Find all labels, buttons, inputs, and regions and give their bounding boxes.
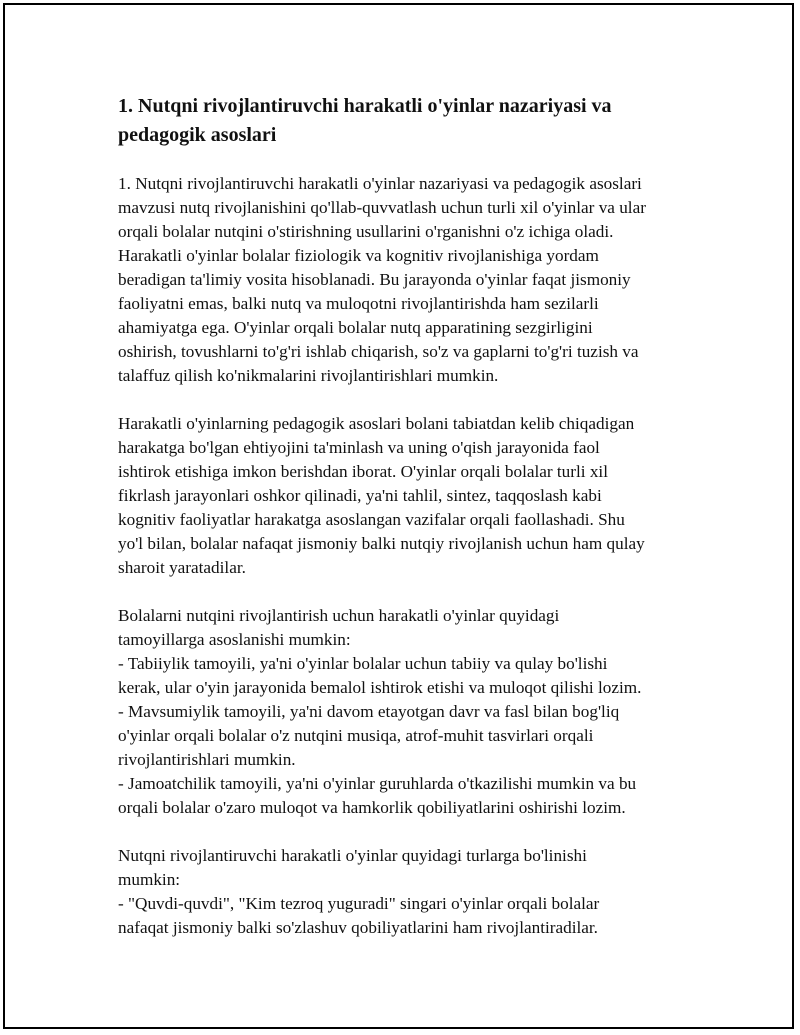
text-line: faoliyatni emas, balki nutq va muloqotni rivojlantirishda ham sezilarli bbox=[118, 294, 599, 313]
title-line: 1. Nutqni rivojlantiruvchi harakatli o'yinlar nazariyasi va bbox=[118, 95, 612, 117]
paragraph-principles bbox=[118, 604, 688, 820]
list-item-line: - "Quvdi-quvdi", "Kim tezroq yuguradi" singari o'yinlar orqali bolalar bbox=[118, 894, 600, 913]
text-line: beradigan ta'limiy vosita hisoblanadi. Bu jarayonda o'yinlar faqat jismoniy bbox=[118, 270, 631, 289]
text-line: kognitiv faoliyatlar harakatga asoslangan vazifalar orqali faollashadi. Shu bbox=[118, 510, 625, 529]
list-item-line: - Jamoatchilik tamoyili, ya'ni o'yinlar guruhlarda o'tkazilishi mumkin va bu bbox=[118, 774, 637, 793]
text-line: orqali bolalar nutqini o'stirishning usullarini o'rganishni o'z ichiga oladi. bbox=[118, 222, 614, 241]
text-line: fikrlash jarayonlari oshkor qilinadi, ya'ni tahlil, sintez, taqqoslash kabi bbox=[118, 486, 602, 505]
text-line: 1. Nutqni rivojlantiruvchi harakatli o'yinlar nazariyasi va pedagogik asoslari bbox=[118, 174, 642, 193]
text-line: kerak, ular o'yin jarayonida bemalol ishtirok etishi va muloqot qilishi lozim. bbox=[118, 678, 642, 697]
text-line: rivojlantirishlari mumkin. bbox=[118, 750, 296, 769]
text-line: mavzusi nutq rivojlanishini qo'llab-quvvatlash uchun turli xil o'yinlar va ular bbox=[118, 198, 646, 217]
text-line: Nutqni rivojlantiruvchi harakatli o'yinlar quyidagi turlarga bo'linishi bbox=[118, 846, 587, 865]
text-line: sharoit yaratadilar. bbox=[118, 558, 246, 577]
text-line: talaffuz qilish ko'nikmalarini rivojlantirishlari mumkin. bbox=[118, 366, 499, 385]
text-line: mumkin: bbox=[118, 870, 181, 889]
paragraph-game-types bbox=[118, 844, 688, 940]
text-line: Harakatli o'yinlar bolalar fiziologik va kognitiv rivojlanishiga yordam bbox=[118, 246, 599, 265]
text-line: o'yinlar orqali bolalar o'z nutqini musiqa, atrof-muhit tasvirlari orqali bbox=[118, 726, 594, 745]
list-item-line: - Mavsumiylik tamoyili, ya'ni davom etayotgan davr va fasl bilan bog'liq bbox=[118, 702, 620, 721]
document-body bbox=[118, 92, 688, 964]
text-line: orqali bolalar o'zaro muloqot va hamkorlik qobiliyatlarini oshirishi lozim. bbox=[118, 798, 626, 817]
text-line: yo'l bilan, bolalar nafaqat jismoniy balki nutqiy rivojlanish uchun ham qulay bbox=[118, 534, 645, 553]
text-line: Harakatli o'yinlarning pedagogik asoslari bolani tabiatdan kelib chiqadigan bbox=[118, 414, 635, 433]
title-line: pedagogik asoslari bbox=[118, 124, 277, 146]
paragraph-introduction bbox=[118, 172, 688, 388]
document-title bbox=[118, 92, 688, 150]
paragraph-pedagogical-basis bbox=[118, 412, 688, 580]
text-line: ishtirok etishiga imkon berishdan iborat. O'yinlar orqali bolalar turli xil bbox=[118, 462, 608, 481]
text-line: harakatga bo'lgan ehtiyojini ta'minlash va uning o'qish jarayonida faol bbox=[118, 438, 600, 457]
text-line: Bolalarni nutqini rivojlantirish uchun harakatli o'yinlar quyidagi bbox=[118, 606, 560, 625]
text-line: oshirish, tovushlarni to'g'ri ishlab chiqarish, so'z va gaplarni to'g'ri tuzish va bbox=[118, 342, 639, 361]
text-line: nafaqat jismoniy balki so'zlashuv qobiliyatlarini ham rivojlantiradilar. bbox=[118, 918, 598, 937]
text-line: ahamiyatga ega. O'yinlar orqali bolalar nutq apparatining sezgirligini bbox=[118, 318, 593, 337]
list-item-line: - Tabiiylik tamoyili, ya'ni o'yinlar bolalar uchun tabiiy va qulay bo'lishi bbox=[118, 654, 608, 673]
text-line: tamoyillarga asoslanishi mumkin: bbox=[118, 630, 351, 649]
